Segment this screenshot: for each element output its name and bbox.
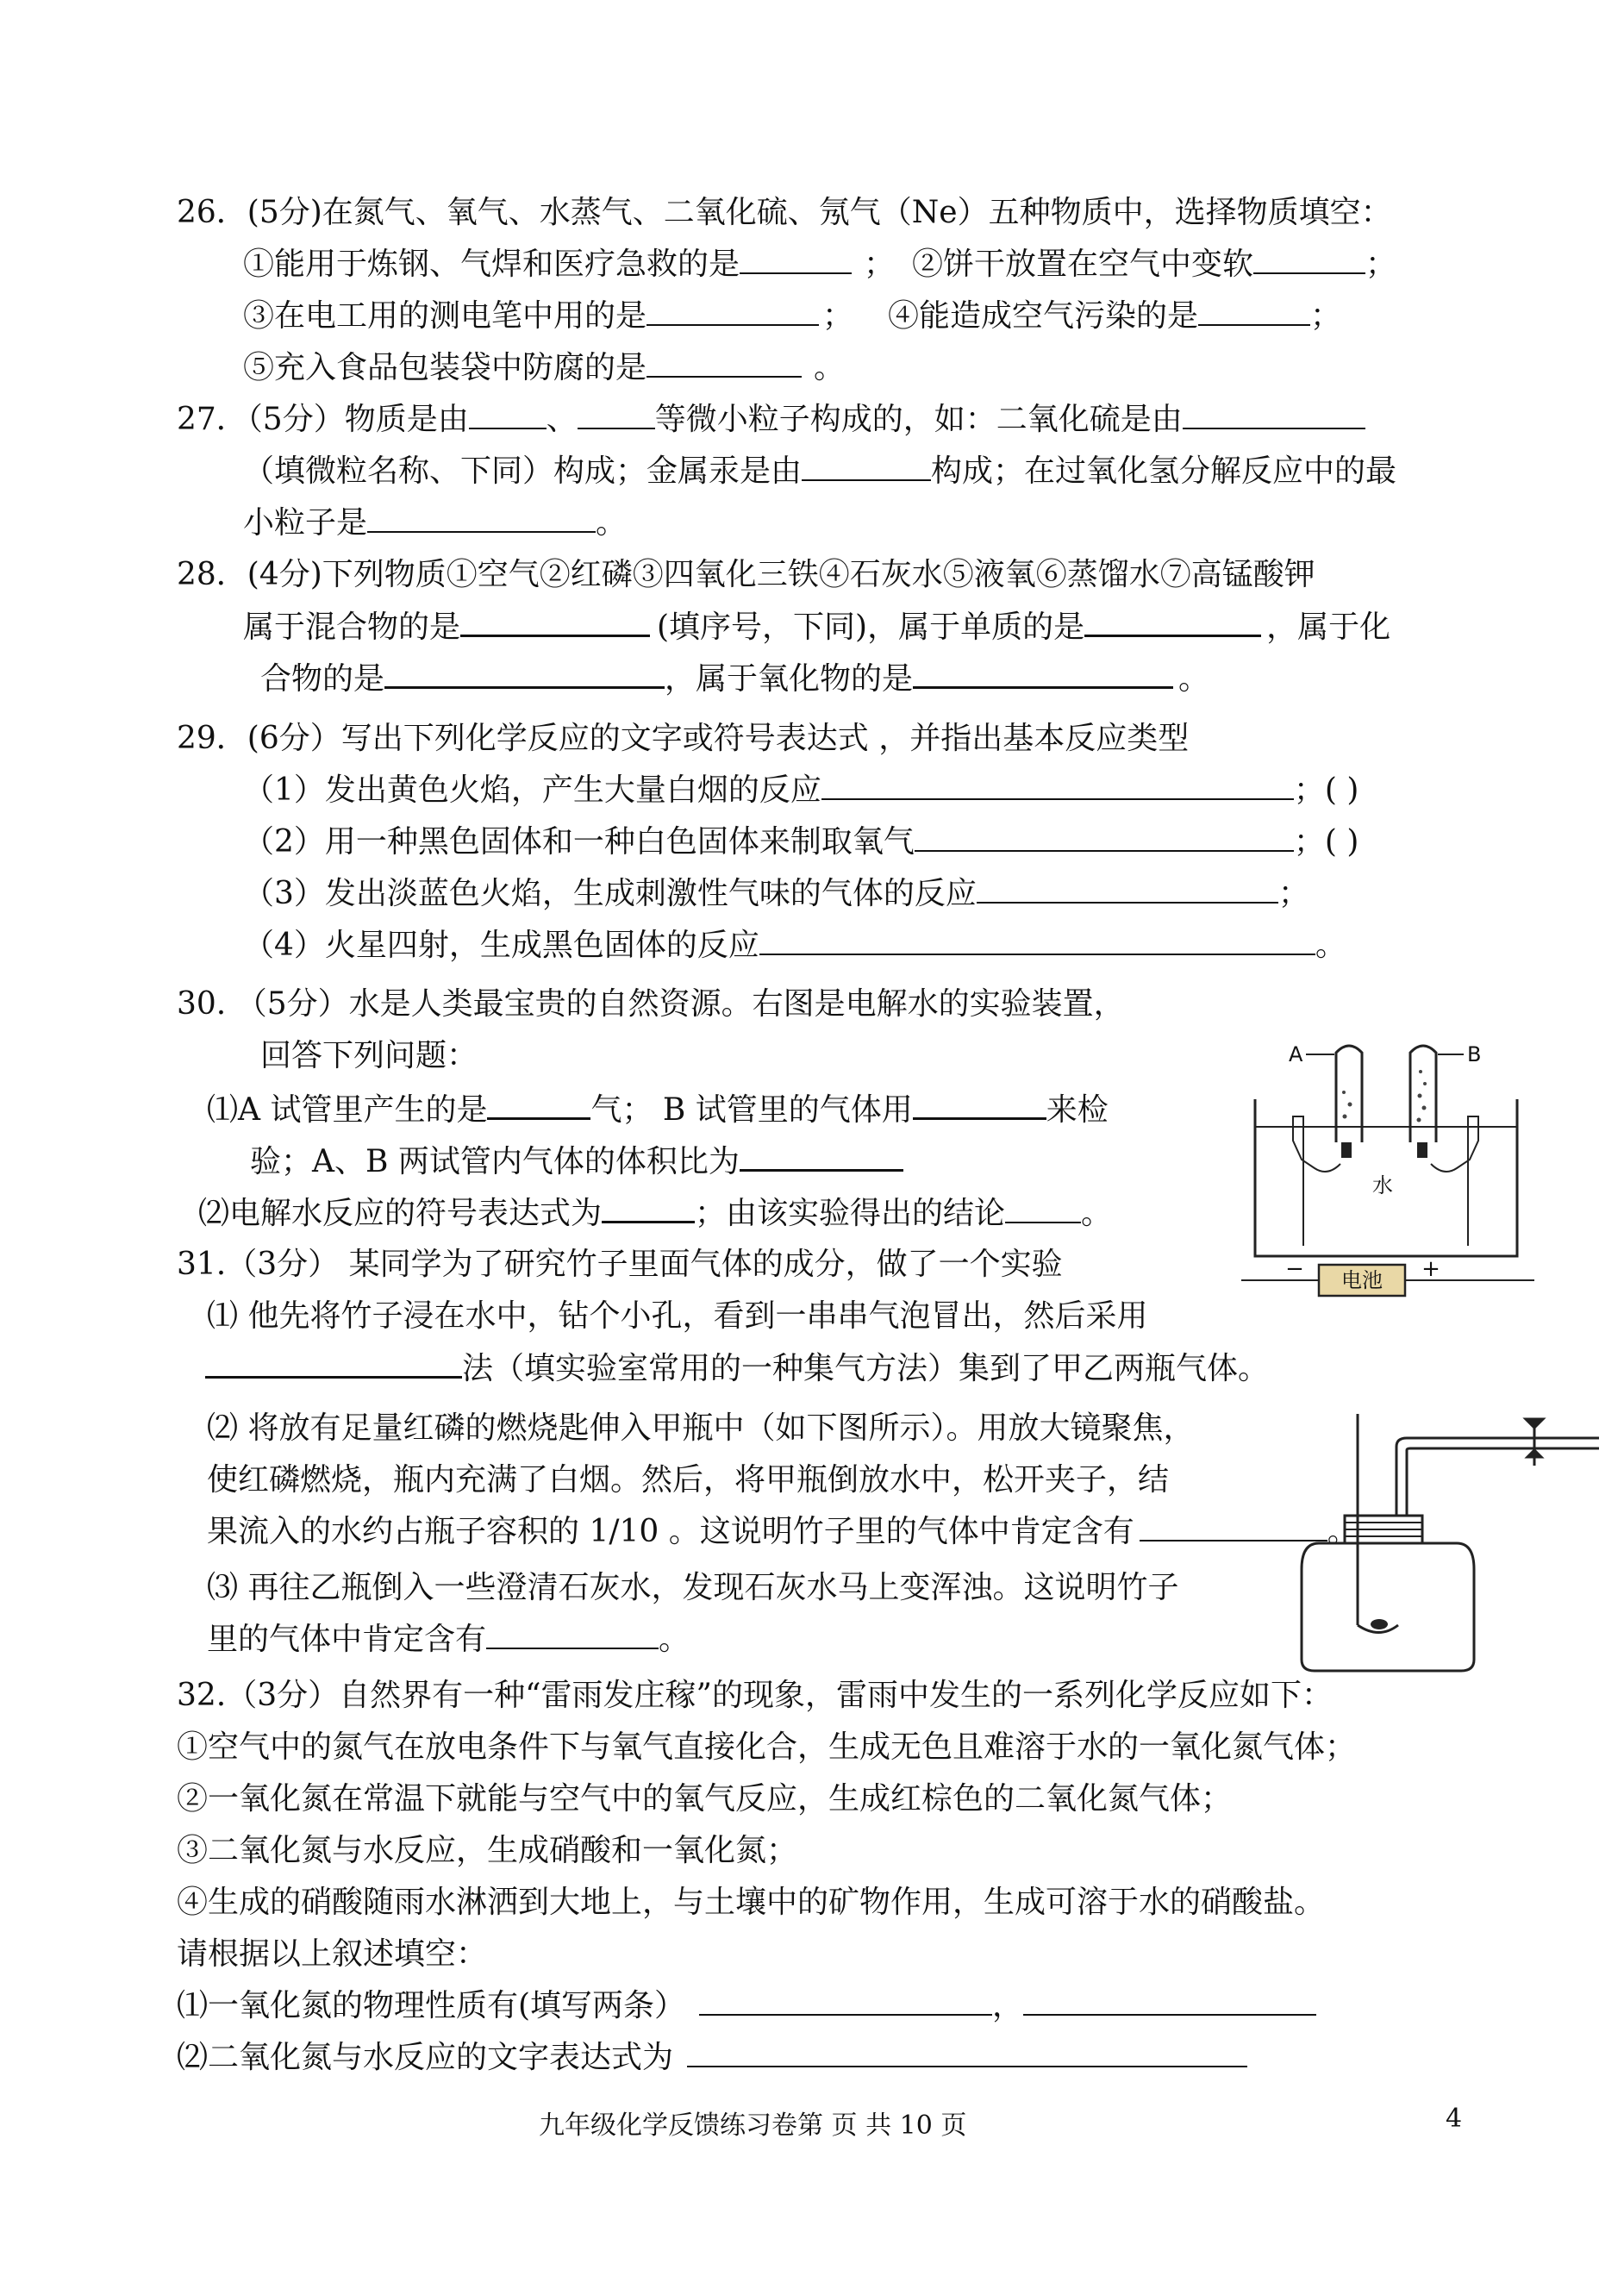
electrode-a: [1341, 1142, 1352, 1158]
q26-p2-text: ②饼干放置在空气中变软: [912, 247, 1254, 282]
q30-blank-2[interactable]: [913, 1088, 1046, 1120]
q30-stem2: [260, 1035, 478, 1078]
q29-blank-4[interactable]: [759, 924, 1315, 955]
q32-stem: [177, 1674, 1333, 1717]
q26-p4-end: ；: [1310, 298, 1342, 334]
q29-i4-text: （4）火星四射，生成黑色固体的反应: [243, 928, 759, 963]
q30-l1b: 气； B 试管里的气体用: [590, 1092, 913, 1128]
q30-stem-text: 30. （5分）水是人类最宝贵的自然资源。右图是电解水的实验装置，: [177, 986, 1125, 1022]
q29-blank-2[interactable]: [915, 821, 1294, 852]
q27-line2a: （填微粒名称、下同）构成；金属汞是由: [243, 453, 803, 489]
q30-line1: [207, 1088, 1109, 1132]
q31-s1: [207, 1295, 1147, 1338]
q30-l2a: 验；A、B 两试管内气体的体积比为: [250, 1144, 740, 1179]
q32-r2-text: ②一氧化氮在常温下就能与空气中的氧气反应，生成红棕色的二氧化氮气体；: [177, 1781, 1233, 1817]
q26-blank-5[interactable]: [646, 347, 802, 378]
label-water: 水: [1372, 1173, 1393, 1198]
q28-stem-text: 28．(4分)下列物质①空气②红磷③四氧化三铁④石灰水⑤液氧⑥蒸馏水⑦高锰酸钾: [177, 557, 1315, 592]
electrode-b: [1417, 1142, 1427, 1158]
q30-l1c: 来检: [1046, 1092, 1109, 1128]
glass-tube-inner: [1407, 1448, 1526, 1516]
q30-line3: [198, 1191, 1112, 1235]
q27-line3b: 。: [596, 505, 628, 541]
q32-r4: [177, 1881, 1325, 1924]
electrolysis-apparatus-figure: [1241, 1030, 1543, 1298]
q31-s2c-end: 。: [1327, 1514, 1359, 1549]
q29-stem: [177, 717, 1189, 760]
q31-s2c: [207, 1510, 1359, 1554]
q26-line3: [243, 347, 845, 390]
q32-prompt-text: 请根据以上叙述填空：: [177, 1936, 488, 1972]
q29-blank-3[interactable]: [977, 872, 1278, 904]
q28-line2a: 属于混合物的是: [243, 610, 461, 645]
q28-stem: [177, 553, 1315, 597]
q26-blank-1[interactable]: [740, 243, 852, 274]
q31-s3b-text: 里的气体中肯定含有: [207, 1622, 487, 1657]
q29-item4: [243, 924, 1346, 967]
bubbles: [1342, 1070, 1427, 1122]
q26-p1-text: ①能用于炼钢、气焊和医疗急救的是: [243, 247, 740, 282]
q30-l3c: 。: [1081, 1196, 1113, 1231]
label-b: B: [1467, 1042, 1482, 1066]
q32-f1: [177, 1985, 1316, 2028]
q27-line3a: 小粒子是: [243, 505, 368, 541]
q30-stem2-text: 回答下列问题：: [260, 1038, 478, 1073]
page-number: [1446, 2104, 1462, 2134]
q32-r3-text: ③二氧化氮与水反应，生成硝酸和一氧化氮；: [177, 1833, 798, 1868]
battery-label: 电池: [1341, 1268, 1383, 1292]
q31-s2a: [207, 1407, 1194, 1450]
q31-stem: [177, 1243, 1063, 1286]
footer-text: 九年级化学反馈练习卷第 页 共 10 页: [539, 2111, 967, 2141]
q29-stem-text: 29．(6分）写出下列化学反应的文字或符号表达式 ，并指出基本反应类型: [177, 721, 1190, 756]
q28-line3: [260, 657, 1209, 701]
q26-p2-end: ；: [1365, 247, 1397, 282]
battery-minus: −: [1285, 1256, 1304, 1282]
q32-f2-text: ⑵二氧化氮与水反应的文字表达式为: [177, 2040, 674, 2075]
q27-line3: [243, 502, 627, 545]
q30-blank-3[interactable]: [740, 1140, 903, 1172]
battery-plus: +: [1421, 1256, 1440, 1282]
q29-i1-end: ；( ): [1293, 772, 1359, 808]
q31-s1b-text: 法（填实验室常用的一种集气方法）集到了甲乙两瓶气体。: [462, 1351, 1270, 1386]
wire-left: [1293, 1116, 1340, 1246]
q31-s2b: [207, 1459, 1169, 1502]
q27-a: 27．（5分）物质是由: [177, 402, 469, 437]
q26-p4-text: ④能造成空气污染的是: [888, 298, 1199, 334]
q26-line2: [243, 295, 1341, 338]
q29-item1: [243, 769, 1359, 812]
bottle-apparatus-figure: [1276, 1414, 1603, 1673]
q27-blank-5[interactable]: [367, 502, 596, 533]
q26-stem-text: 26．(5分)在氮气、氧气、水蒸气、二氧化硫、氖气（Ne）五种物质中，选择物质填空：: [177, 195, 1392, 230]
q32-r4-text: ④生成的硝酸随雨水淋洒到大地上，与土壤中的矿物作用，生成可溶于水的硝酸盐。: [177, 1885, 1326, 1920]
q26-p5-text: ⑤充入食品包装袋中防腐的是: [243, 350, 647, 385]
q31-s3b: [207, 1618, 690, 1661]
q27-blank-4[interactable]: [802, 450, 931, 481]
q28-line2: [243, 605, 1390, 649]
q28-blank-4[interactable]: [913, 657, 1173, 689]
q29-i3-text: （3）发出淡蓝色火焰，生成刺激性气味的气体的反应: [243, 876, 977, 911]
q27-blank-1[interactable]: [469, 398, 547, 429]
q30-blank-1[interactable]: [487, 1088, 590, 1120]
q32-blank-2[interactable]: [1023, 1985, 1316, 2016]
q28-line3c: 。: [1178, 661, 1210, 697]
q27-line2: [243, 450, 1396, 493]
q30-line2: [250, 1140, 903, 1184]
q29-i2-end: ；( ): [1293, 824, 1359, 860]
q26-blank-3[interactable]: [646, 295, 819, 326]
q26-p5-end: 。: [814, 350, 846, 385]
q29-item3: [243, 872, 1309, 916]
q30-stem: [177, 983, 1125, 1026]
q28-blank-3[interactable]: [384, 657, 665, 689]
bottle-body: [1302, 1543, 1474, 1671]
q30-blank-5[interactable]: [1005, 1192, 1081, 1223]
q31-blank-3[interactable]: [486, 1618, 659, 1649]
red-phosphorus: [1371, 1619, 1388, 1629]
q30-blank-4[interactable]: [602, 1191, 695, 1223]
q31-s2c-text: 果流入的水约占瓶子容积的 1/10 。这说明竹子里的气体中肯定含有: [207, 1514, 1134, 1549]
tube-a: [1336, 1046, 1362, 1142]
page-footer: [539, 2104, 966, 2142]
q26-p3-end: ；: [822, 298, 854, 334]
q28-line3a: 合物的是: [260, 661, 385, 697]
label-a: A: [1289, 1042, 1303, 1066]
q29-i3-end: ；: [1277, 876, 1309, 911]
q32-f1-text: ⑴一氧化氮的物理性质有(填写两条）: [177, 1988, 686, 2023]
q28-blank-1[interactable]: [460, 605, 650, 637]
q26-p3-text: ③在电工用的测电笔中用的是: [243, 298, 647, 334]
q30-l3a: ⑵电解水反应的符号表达式为: [198, 1196, 603, 1231]
q32-f1-sep: ，: [992, 1988, 1024, 2023]
q31-s3a-text: ⑶ 再往乙瓶倒入一些澄清石灰水，发现石灰水马上变浑浊。这说明竹子: [207, 1570, 1179, 1605]
q31-s3b-end: 。: [659, 1622, 690, 1657]
page-number-text: 4: [1446, 2104, 1463, 2134]
q27-blank-2[interactable]: [578, 398, 655, 429]
q31-s3a: [207, 1566, 1178, 1610]
q32-blank-3[interactable]: [687, 2036, 1247, 2067]
q32-r1-text: ①空气中的氮气在放电条件下与氧气直接化合，生成无色且难溶于水的一氧化氮气体；: [177, 1729, 1357, 1765]
q28-line3b: ，属于氧化物的是: [665, 661, 914, 697]
tube-b: [1410, 1046, 1436, 1142]
wire-right: [1431, 1116, 1478, 1246]
q26-blank-4[interactable]: [1198, 295, 1310, 326]
q32-prompt: [177, 1933, 487, 1976]
q28-line2b: (填序号，下同)，属于单质的是: [657, 610, 1085, 645]
q31-s1b: [205, 1347, 1269, 1391]
q26-p1-end: ；: [864, 247, 896, 282]
q29-i4-end: 。: [1315, 928, 1346, 963]
q29-item2: [243, 821, 1359, 864]
q26-blank-2[interactable]: [1253, 243, 1365, 274]
q26-line1: [243, 243, 1396, 286]
q29-i2-text: （2）用一种黑色固体和一种白色固体来制取氧气: [243, 824, 915, 860]
q32-blank-1[interactable]: [699, 1985, 992, 2016]
q29-i1-text: （1）发出黄色火焰，产生大量白烟的反应: [243, 772, 821, 808]
q27-c: 等微小粒子构成的，如：二氧化硫是由: [654, 402, 1183, 437]
q31-stem-text: 31.（3分） 某同学为了研究竹子里面气体的成分，做了一个实验: [177, 1247, 1063, 1282]
q27-b: 、: [546, 402, 578, 437]
q31-s1-text: ⑴ 他先将竹子浸在水中，钻个小孔，看到一串串气泡冒出，然后采用: [207, 1298, 1148, 1334]
q29-blank-1[interactable]: [821, 769, 1294, 800]
q26-stem: [177, 191, 1392, 235]
q30-l1a: ⑴A 试管里产生的是: [207, 1092, 488, 1128]
q31-blank-1[interactable]: [205, 1347, 462, 1379]
q27-line2b: 构成；在过氧化氢分解反应中的最: [931, 453, 1397, 489]
q32-r2: [177, 1778, 1232, 1821]
q27-blank-3[interactable]: [1183, 398, 1365, 429]
q31-s2a-text: ⑵ 将放有足量红磷的燃烧匙伸入甲瓶中（如下图所示）。用放大镜聚焦，: [207, 1410, 1195, 1446]
q32-r3: [177, 1829, 797, 1873]
q30-l3b: ；由该实验得出的结论: [695, 1196, 1006, 1231]
q32-r1: [177, 1726, 1356, 1769]
q32-stem-text: 32.（3分）自然界有一种“雷雨发庄稼”的现象，雷雨中发生的一系列化学反应如下：: [177, 1678, 1333, 1713]
q28-line2c: ，属于化: [1266, 610, 1391, 645]
q28-blank-2[interactable]: [1084, 605, 1261, 637]
q31-s2b-text: 使红磷燃烧，瓶内充满了白烟。然后，将甲瓶倒放水中，松开夹子，结: [207, 1462, 1170, 1498]
q27-line1: [177, 398, 1365, 441]
q32-f2: [177, 2036, 1247, 2079]
